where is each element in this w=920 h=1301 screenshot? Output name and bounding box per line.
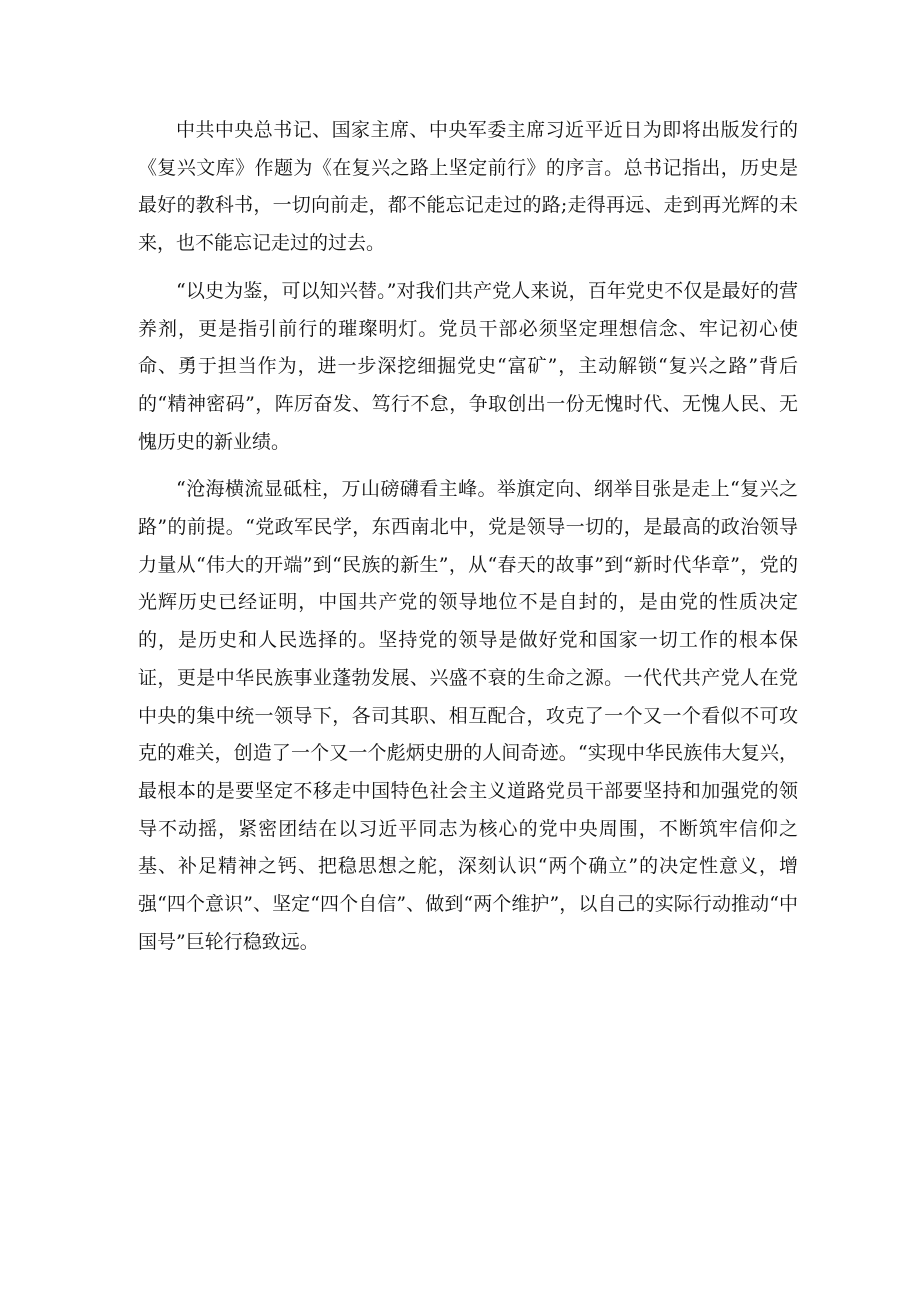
paragraph-3: “沧海横流显砥柱，万山磅礴看主峰。举旗定向、纲举目张是走上“复兴之路”的前提。“党政军民学，东西南北中，党是领导一切的，是最高的政治领导力量从“伟大的开端”到“民族的新生”，从“春天的故事”到“新时代华章”，党的光辉历史已经证明，中国共产党的领导地位不是自封的，是由党的性质决定的，是历史和人民选择的。坚持党的领导是做好党和国家一切工作的根本保证，更是中华民族事业蓬勃发展、兴盛不衰的生命之源。一代代共产党人在党中央的集中统一领导下，各司其职、相互配合，攻克了一个又一个看似不可攻克的难关，创造了一个又一个彪炳史册的人间奇迹。“实现中华民族伟大复兴，最根本的是要坚定不移走中国特色社会主义道路党员干部要坚持和加强党的领导不动摇，紧密团结在以习近平同志为核心的党中央周围，不断筑牢信仰之基、补足精神之钙、把稳思想之舵，深刻认识“两个确立”的决定性意义，增强“四个意识”、坚定“四个自信”、做到“两个维护”，以自己的实际行动推动“中国号”巨轮行稳致远。 [138, 478, 798, 953]
paragraph-2: “以史为鉴，可以知兴替。”对我们共产党人来说，百年党史不仅是最好的营养剂，更是指引前行的璀璨明灯。党员干部必须坚定理想信念、牢记初心使命、勇于担当作为，进一步深挖细掘党史“富矿”，主动解锁“复兴之路”背后的“精神密码”，阵厉奋发、笃行不怠，争取创出一份无愧时代、无愧人民、无愧历史的新业绩。 [138, 279, 798, 453]
document-body [138, 112, 798, 971]
paragraph-1: 中共中央总书记、国家主席、中央军委主席习近平近日为即将出版发行的《复兴文库》作题为《在复兴之路上坚定前行》的序言。总书记指出，历史是最好的教科书，一切向前走，都不能忘记走过的路;走得再远、走到再光辉的未来，也不能忘记走过的过去。 [138, 119, 798, 255]
